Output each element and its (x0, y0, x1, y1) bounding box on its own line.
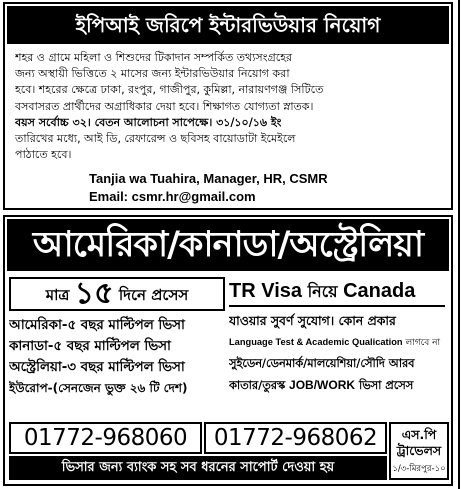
jobwork-prefix: কাতার/তুরস্ক (229, 379, 286, 392)
processing-prefix: মাত্র (45, 286, 70, 304)
visa-item: কানাডা-৫ বছর মাল্টিপল ভিসা (9, 339, 171, 354)
recruitment-ad (3, 2, 453, 210)
body-line: বসবাসরত প্রার্থীদের অগ্রাধিকার দেয়া হবে। শিক্ষাগত যোগ্যতা স্নাতক। (15, 99, 314, 113)
visa-right-column (229, 277, 449, 417)
phone-number-2: 01772-968062 (204, 422, 387, 454)
visa-list (9, 315, 225, 399)
country-list: সুইডেন/ডেনমার্ক/মালয়েশিয়া/সৌদি আরব (229, 357, 415, 370)
body-line: তারিখের মধ্যে, আই ডি, রেফারেন্স ও ছবিসহ বায়োডাটা ইমেইলে (15, 132, 296, 146)
body-line: শহর ও গ্রামে মহিলা ও শিশুদের টিকাদান সম্পর্কিত তথ্যসংগ্রহের (15, 51, 293, 64)
recruitment-headline: ইপিআই জরিপে ইন্টারভিউয়ার নিয়োগ (7, 6, 449, 44)
tr-visa-heading (229, 277, 445, 307)
support-banner: ভিসার জন্য ব্যাংক সহ সব ধরনের সাপোর্ট দেওয়া হয় (9, 456, 387, 480)
visa-headline: আমেরিকা/কানাডা/অস্ট্রেলিয়া (7, 219, 449, 271)
jobwork-label: JOB/WORK (289, 378, 356, 392)
agency-address: ১/৩-মিরপুর-১০ (392, 464, 446, 474)
contact-email: Email: csmr.hr@gmail.com (89, 189, 256, 204)
body-line: জন্য অস্থায়ী ভিত্তিতে ২ মাসের জন্য ইন্টারভিউয়ার নিয়োগ করা (15, 67, 290, 81)
recruitment-body (15, 50, 443, 163)
phone-number-1: 01772-968060 (9, 422, 202, 454)
visa-left-column (9, 277, 225, 417)
agency-name: এস.পি ট্রাভেলস (396, 427, 442, 458)
body-line: বয়স সর্বোচ্চ ৩২। বেতন আলোচনা সাপেক্ষে। ৩১/১০/১৬ ইং (15, 115, 282, 129)
tr-visa-connector: নিয়ে (307, 282, 338, 301)
jobwork-suffix: ভিসা প্রসেস (358, 379, 414, 392)
visa-ad (3, 215, 453, 486)
tr-visa-label: TR Visa (229, 280, 302, 302)
body-line: পাঠাতে হবে। (15, 148, 72, 162)
golden-opportunity: যাওয়ার সুবর্ণ সুযোগ। কোন প্রকার (229, 313, 396, 328)
language-test: Language Test & Academic Qualication (229, 337, 403, 347)
language-requirement (229, 333, 449, 352)
contact-name: Tanjia wa Tuahira, Manager, HR, CSMR (89, 171, 328, 186)
recruitment-contact (89, 170, 328, 206)
processing-time-box (9, 277, 225, 311)
visa-item: অস্ট্রেলিয়া-৩ বছর মাল্টিপল ভিসা (9, 360, 185, 375)
body-line: হবে। শহরের ক্ষেত্রে ঢাকা, রংপুর, গাজীপুর, কুমিল্লা, নারায়ণগঞ্জ সিটিতে (15, 83, 324, 97)
visa-item: ইউরোপ-(সেনজেন ভুক্ত ২৬ টি দেশ) (9, 381, 188, 395)
processing-number: ১৫ (74, 277, 114, 311)
page-edge-divider (458, 0, 462, 489)
language-suffix: লাগবে না (405, 338, 441, 348)
visa-item: আমেরিকা-৫ বছর মাল্টিপল ভিসা (9, 318, 185, 333)
agency-box (389, 422, 449, 480)
processing-suffix: দিনে প্রসেস (118, 286, 189, 304)
tr-visa-country: Canada (343, 280, 416, 302)
job-work-line (229, 375, 449, 396)
